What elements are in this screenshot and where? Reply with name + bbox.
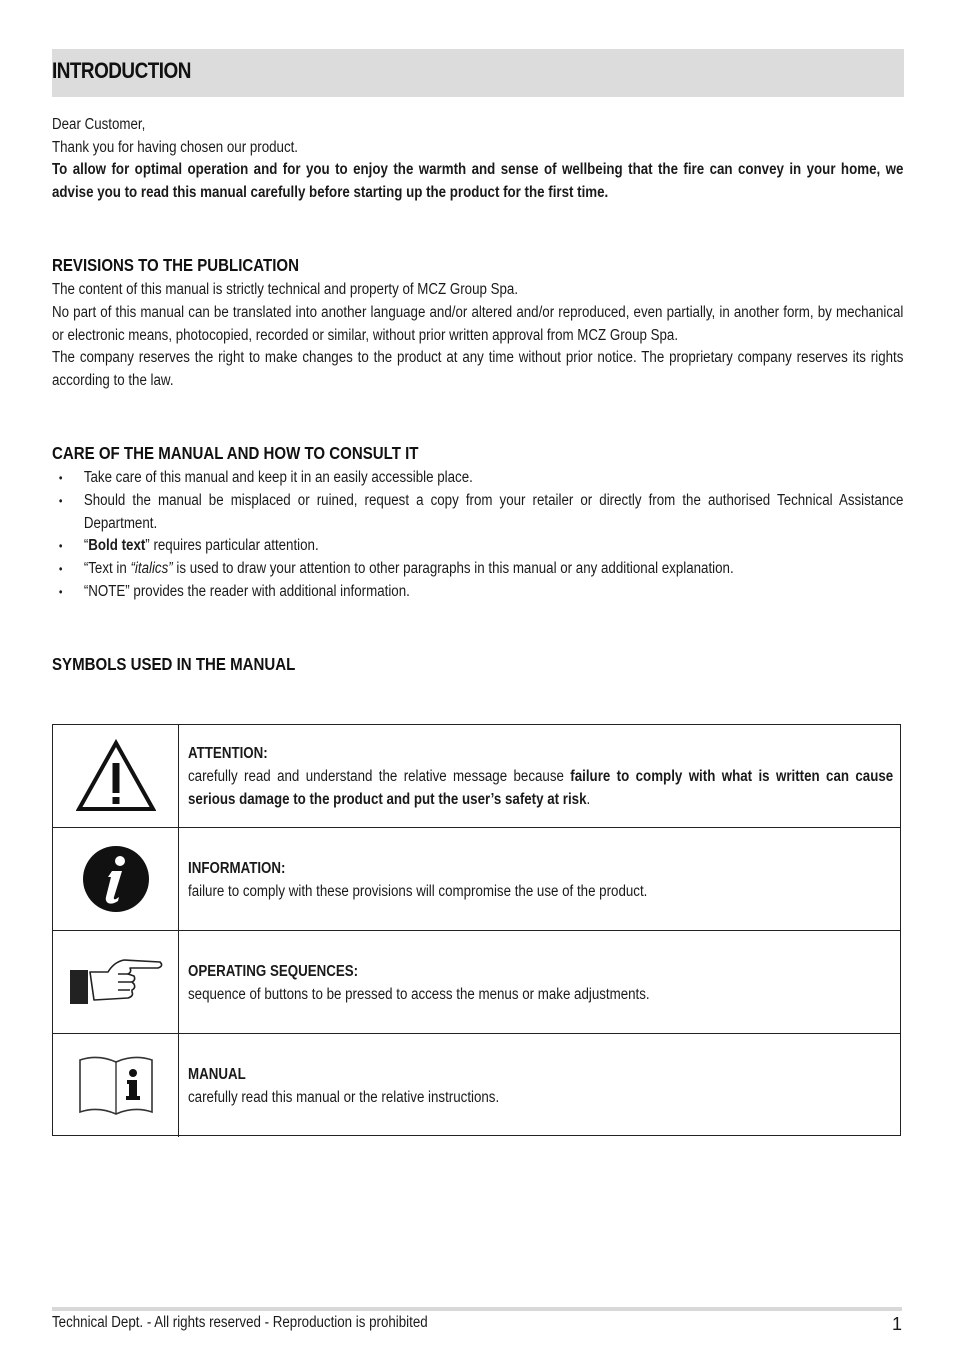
symbol-label: OPERATING SEQUENCES:	[188, 963, 359, 980]
footer-divider	[52, 1307, 902, 1311]
symbol-text-bold: failure to comply with what is written can cause serious damage to the product and put the user’s safety at risk	[188, 767, 894, 808]
symbols-table	[52, 724, 901, 1136]
symbol-text-plain: carefully read and understand the relative message because	[188, 767, 571, 785]
symbol-text: carefully read this manual or the relative instructions.	[188, 1088, 500, 1106]
list-item	[52, 490, 903, 536]
icon-cell	[53, 1034, 179, 1137]
symbol-label: ATTENTION:	[188, 745, 268, 762]
greeting: Dear Customer,	[52, 116, 146, 133]
footer-text: Technical Dept. - All rights reserved - Reproduction is prohibited	[52, 1314, 428, 1331]
list-item	[52, 535, 903, 558]
care-heading: CARE OF THE MANUAL AND HOW TO CONSULT IT	[52, 443, 419, 463]
revisions-paragraph-2: No part of this manual can be translated into another language and/or altered and/or reproduced, even partially, in another form, by mechanical or electronic means, photocopied, recorded or similar, without prior written approval from MCZ Group Spa.	[52, 304, 904, 344]
table-row	[53, 1034, 900, 1137]
information-icon	[82, 845, 150, 913]
list-item-text: is used to draw your attention to other paragraphs in this manual or any additional explanation.	[172, 560, 734, 578]
symbol-label: MANUAL	[188, 1066, 246, 1083]
symbols-heading: SYMBOLS USED IN THE MANUAL	[52, 654, 296, 674]
list-item	[52, 467, 903, 490]
pointing-hand-icon	[68, 956, 164, 1008]
list-item-text: Should the manual be misplaced or ruined, request a copy from your retailer or directly from the authorised Technical Assistance Department.	[83, 491, 904, 532]
advice-text: To allow for optimal operation and for you to enjoy the warmth and sense of wellbeing that the fire can convey in your home, we advise you to read this manual carefully before starting up the product for the first time.	[52, 161, 904, 201]
icon-cell	[53, 828, 179, 930]
thanks-text: Thank you for having chosen our product.	[52, 139, 299, 156]
table-row	[53, 725, 900, 828]
symbol-text-end: .	[586, 790, 591, 808]
symbol-description	[188, 858, 893, 904]
table-row	[53, 828, 900, 931]
revisions-paragraph-3: The company reserves the right to make changes to the product at any time without prior notice. The proprietary company reserves its rights according to the law.	[52, 349, 904, 389]
symbol-description	[188, 1064, 893, 1110]
symbol-label: INFORMATION:	[188, 860, 286, 877]
symbol-description	[188, 961, 893, 1007]
list-item-text: ” requires particular attention.	[145, 537, 319, 555]
care-list	[52, 467, 903, 604]
symbol-text: failure to comply with these provisions will compromise the use of the product.	[188, 882, 648, 900]
symbol-text	[188, 766, 893, 812]
symbol-description	[188, 743, 893, 811]
icon-cell	[53, 725, 179, 827]
table-row	[53, 931, 900, 1034]
italic-example: “italics”	[130, 560, 173, 578]
icon-cell	[53, 931, 179, 1033]
warning-triangle-icon	[76, 739, 156, 813]
revisions-paragraph-1: The content of this manual is strictly technical and property of MCZ Group Spa.	[52, 281, 519, 298]
page-title: INTRODUCTION	[52, 58, 191, 83]
list-item-text: “	[83, 537, 89, 555]
list-item-text: “NOTE” provides the reader with additional information.	[83, 582, 410, 600]
symbol-text: sequence of buttons to be pressed to access the menus or make adjustments.	[188, 985, 650, 1003]
list-item	[52, 558, 903, 581]
revisions-heading: REVISIONS TO THE PUBLICATION	[52, 255, 299, 275]
page-number: 1	[892, 1314, 903, 1334]
list-item-text: Take care of this manual and keep it in an easily accessible place.	[83, 469, 473, 486]
manual-book-icon	[76, 1054, 156, 1118]
list-item	[52, 581, 903, 604]
list-item-text: “Text in	[83, 560, 131, 578]
bold-example: Bold text	[88, 537, 146, 555]
